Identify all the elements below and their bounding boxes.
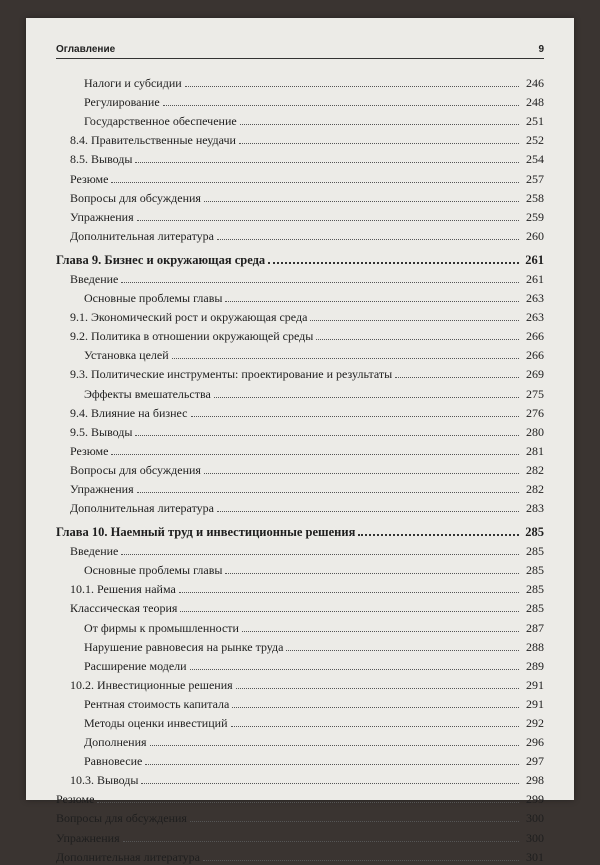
toc-entry-page: 285 — [526, 601, 544, 616]
dot-leader — [123, 841, 519, 842]
toc-entry-page: 275 — [526, 386, 544, 401]
toc-entry-label: Равновесие — [84, 754, 143, 769]
toc-entry-page: 298 — [526, 773, 544, 788]
toc-entry-page: 269 — [526, 367, 544, 382]
toc-entry-page: 266 — [526, 329, 544, 344]
toc-entry-label: 8.4. Правительственные неудачи — [70, 133, 236, 148]
toc-entry — [56, 72, 544, 91]
toc-entry-page: 248 — [526, 95, 544, 110]
dot-leader — [97, 802, 519, 803]
toc-entry — [56, 597, 544, 616]
dot-leader — [214, 397, 519, 398]
toc-entry-label: От фирмы к промышленности — [84, 620, 239, 635]
toc-entry-page: 260 — [526, 228, 544, 243]
dot-leader — [204, 201, 519, 202]
toc-entry-page: 280 — [526, 424, 544, 439]
toc-chapter-entry — [56, 516, 544, 540]
dot-leader — [395, 377, 519, 378]
toc-entry-label: 9.3. Политические инструменты: проектирование и результаты — [70, 367, 393, 382]
dot-leader — [217, 239, 519, 240]
running-head — [56, 42, 544, 59]
toc-entry — [56, 459, 544, 478]
toc-entry — [56, 402, 544, 421]
dot-leader — [236, 688, 519, 689]
toc-entry-label: Основные проблемы главы — [84, 563, 223, 578]
toc-entry-page: 282 — [526, 462, 544, 477]
toc-entry — [56, 712, 544, 731]
toc-entry — [56, 846, 544, 865]
toc-entry-page: 287 — [526, 620, 544, 635]
toc-entry-page: 296 — [526, 735, 544, 750]
toc-entry — [56, 616, 544, 635]
dot-leader — [111, 182, 519, 183]
toc-entry-page: 283 — [526, 501, 544, 516]
dot-leader — [242, 631, 519, 632]
toc-entry-page: 300 — [526, 811, 544, 826]
toc-entry-page: 285 — [525, 525, 544, 540]
toc-entry-page: 291 — [526, 696, 544, 711]
toc-entry-label: 9.1. Экономический рост и окружающая среда — [70, 310, 308, 325]
toc-entry-page: 281 — [526, 443, 544, 458]
toc-entry — [56, 826, 544, 845]
toc-entry — [56, 440, 544, 459]
toc-entry-page: 252 — [526, 133, 544, 148]
toc-entry-label: Упражнения — [56, 830, 120, 845]
toc-entry-label: Вопросы для обсуждения — [70, 190, 201, 205]
dot-leader — [203, 860, 519, 861]
toc-entry-label: Дополнения — [84, 735, 147, 750]
toc-entry-page: 257 — [526, 171, 544, 186]
toc-entry-label: Дополнительная литература — [56, 849, 200, 864]
toc-entry-label: Глава 10. Наемный труд и инвестиционные решения — [56, 525, 356, 540]
toc-entry-label: 9.5. Выводы — [70, 424, 133, 439]
book-page — [26, 18, 574, 864]
toc-entry-label: Установка целей — [84, 348, 169, 363]
dot-leader — [145, 764, 519, 765]
toc-entry-label: Налоги и субсидии — [84, 76, 182, 91]
toc-entry-label: Резюме — [70, 443, 109, 458]
toc-entry-page: 285 — [526, 544, 544, 559]
toc-entry-label: Классическая теория — [70, 601, 178, 616]
toc-entry — [56, 91, 544, 110]
dot-leader — [141, 783, 519, 784]
toc-entry-page: 258 — [526, 190, 544, 205]
toc-entry-page: 301 — [526, 849, 544, 864]
dot-leader — [137, 220, 519, 221]
toc-entry-label: Вопросы для обсуждения — [70, 462, 201, 477]
toc-entry — [56, 674, 544, 693]
toc-entry — [56, 769, 544, 788]
dot-leader — [179, 592, 519, 593]
toc-entry-label: Основные проблемы главы — [84, 291, 223, 306]
toc-entry-label: Нарушение равновесия на рынке труда — [84, 639, 284, 654]
toc-entry — [56, 807, 544, 826]
toc-entry — [56, 187, 544, 206]
toc-entry — [56, 788, 544, 807]
toc-entry-label: Расширение модели — [84, 658, 187, 673]
table-of-contents — [56, 72, 544, 865]
toc-chapter-entry — [56, 244, 544, 268]
toc-entry-page: 288 — [526, 639, 544, 654]
dot-leader — [239, 143, 519, 144]
toc-entry — [56, 110, 544, 129]
toc-entry-page: 246 — [526, 76, 544, 91]
toc-entry — [56, 497, 544, 516]
toc-entry — [56, 225, 544, 244]
toc-entry — [56, 129, 544, 148]
dot-leader — [137, 492, 519, 493]
toc-entry — [56, 750, 544, 769]
dot-leader — [190, 669, 519, 670]
toc-entry-page: 285 — [526, 563, 544, 578]
toc-entry — [56, 148, 544, 167]
dot-leader — [172, 358, 519, 359]
toc-entry-label: Дополнительная литература — [70, 501, 214, 516]
toc-entry-page: 263 — [526, 310, 544, 325]
dot-leader — [185, 86, 519, 87]
dot-leader — [190, 821, 519, 822]
dot-leader — [240, 124, 519, 125]
dot-leader — [232, 707, 519, 708]
toc-entry-label: Государственное обеспечение — [84, 114, 237, 129]
toc-entry — [56, 325, 544, 344]
toc-entry-label: Введение — [70, 544, 119, 559]
toc-entry-page: 299 — [526, 792, 544, 807]
toc-entry-label: Упражнения — [70, 481, 134, 496]
toc-entry-page: 291 — [526, 677, 544, 692]
toc-entry-page: 276 — [526, 405, 544, 420]
toc-entry-page: 254 — [526, 152, 544, 167]
toc-entry-page: 261 — [525, 252, 544, 267]
toc-entry — [56, 578, 544, 597]
dot-leader — [358, 534, 519, 536]
toc-entry-label: Резюме — [56, 792, 95, 807]
dot-leader — [204, 473, 519, 474]
toc-entry — [56, 655, 544, 674]
toc-entry-label: 9.2. Политика в отношении окружающей среды — [70, 329, 314, 344]
toc-entry — [56, 206, 544, 225]
toc-entry-page: 259 — [526, 209, 544, 224]
toc-entry — [56, 382, 544, 401]
dot-leader — [310, 320, 519, 321]
dot-leader — [180, 611, 519, 612]
dot-leader — [225, 301, 519, 302]
toc-entry-label: Введение — [70, 271, 119, 286]
dot-leader — [225, 573, 519, 574]
dot-leader — [217, 511, 519, 512]
dot-leader — [121, 554, 519, 555]
toc-entry — [56, 363, 544, 382]
toc-entry-page: 251 — [526, 114, 544, 129]
dot-leader — [191, 416, 520, 417]
toc-entry — [56, 559, 544, 578]
toc-entry-label: Рентная стоимость капитала — [84, 696, 230, 711]
toc-entry-page: 297 — [526, 754, 544, 769]
dot-leader — [268, 262, 519, 264]
toc-entry — [56, 268, 544, 287]
toc-entry-label: Вопросы для обсуждения — [56, 811, 187, 826]
toc-entry — [56, 287, 544, 306]
toc-entry — [56, 306, 544, 325]
toc-entry-page: 282 — [526, 481, 544, 496]
toc-entry-label: Упражнения — [70, 209, 134, 224]
toc-entry-label: Регулирование — [84, 95, 160, 110]
toc-entry-label: 8.5. Выводы — [70, 152, 133, 167]
dot-leader — [135, 435, 519, 436]
toc-entry-page: 292 — [526, 716, 544, 730]
toc-entry-label: 9.4. Влияние на бизнес — [70, 405, 188, 420]
toc-entry — [56, 731, 544, 750]
toc-entry — [56, 540, 544, 559]
toc-entry-page: 285 — [526, 582, 544, 597]
toc-entry — [56, 693, 544, 712]
dot-leader — [286, 650, 519, 651]
toc-entry — [56, 636, 544, 655]
toc-entry-label: 10.1. Решения найма — [70, 582, 176, 597]
dot-leader — [163, 105, 519, 106]
dot-leader — [135, 162, 519, 163]
toc-entry-label: 10.2. Инвестиционные решения — [70, 677, 233, 692]
dot-leader — [150, 745, 519, 746]
dot-leader — [231, 726, 520, 727]
toc-entry-page: 289 — [526, 658, 544, 673]
toc-entry-page: 263 — [526, 291, 544, 306]
toc-entry — [56, 167, 544, 186]
toc-entry-page: 266 — [526, 348, 544, 363]
toc-entry-label: Эффекты вмешательства — [84, 386, 211, 401]
toc-entry-label: 10.3. Выводы — [70, 773, 139, 788]
dot-leader — [121, 282, 519, 283]
toc-entry-page: 261 — [526, 271, 544, 286]
toc-entry-page: 300 — [526, 830, 544, 845]
dot-leader — [111, 454, 519, 455]
page-number: 9 — [538, 44, 544, 55]
running-head-title: Оглавление — [56, 44, 116, 55]
toc-entry-label: Резюме — [70, 171, 109, 186]
toc-entry — [56, 421, 544, 440]
toc-entry-label: Глава 9. Бизнес и окружающая среда — [56, 252, 266, 267]
toc-entry-label: Методы оценки инвестиций — [84, 716, 228, 730]
toc-entry-label: Дополнительная литература — [70, 228, 214, 243]
dot-leader — [316, 339, 519, 340]
toc-entry — [56, 478, 544, 497]
toc-entry — [56, 344, 544, 363]
